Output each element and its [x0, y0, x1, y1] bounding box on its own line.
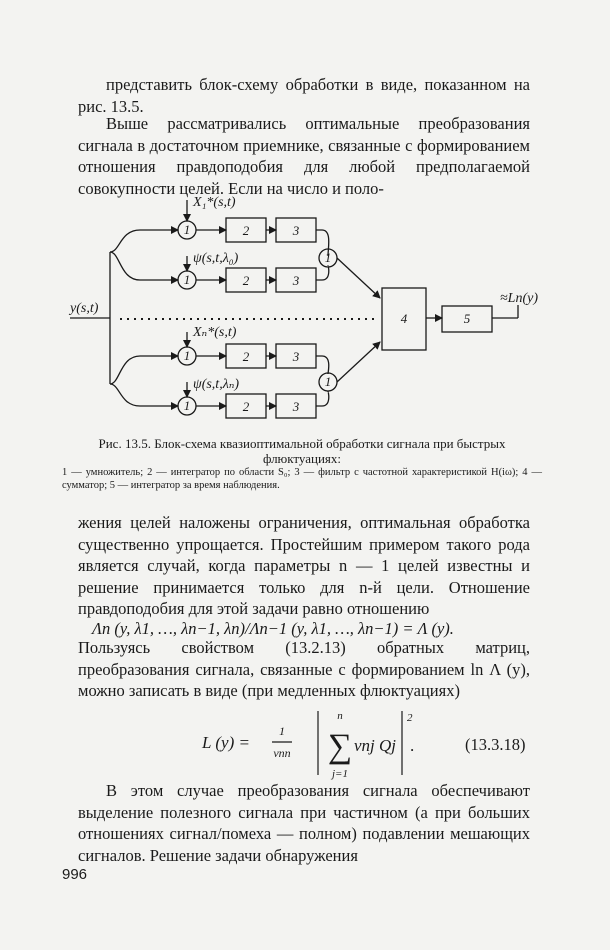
paragraph-3: жения целей наложены ограничения, оптимальная обработка существенно упрощается. Простейшим примером такого рода является случай, когда параметры n — 1 целей известны и решение принимается только для n-й цели. Отношение правдоподобия для этой задачи равно отношению	[78, 513, 530, 618]
num-2a: 2	[242, 223, 250, 238]
paragraph-4: Пользуясь свойством (13.2.13) обратных матриц, преобразования сигнала, связанные с формированием ln Λ (y), можно записать в виде (при медленных флюктуациях)	[78, 638, 530, 700]
num-1c: 1	[183, 348, 191, 363]
num-3c: 3	[292, 349, 300, 364]
num-2d: 2	[242, 399, 250, 414]
frac-denominator: vnn	[273, 746, 291, 760]
page-number: 996	[62, 866, 88, 883]
num-3d: 3	[292, 399, 300, 414]
sum-lower-limit: j=1	[332, 768, 348, 780]
sum-upper-limit: n	[337, 710, 343, 722]
paragraph-2: Выше рассматривались оптимальные преобразования сигнала в достаточном приемнике, связанные с формированием отношения правдоподобия для любой предполагаемой совокупности целей. Если на число и поло-	[78, 114, 530, 198]
num-2b: 2	[242, 273, 250, 288]
num-1b: 1	[183, 272, 191, 287]
ref-label-1: X₁*(s,t)	[193, 195, 236, 210]
num-5: 5	[463, 311, 471, 326]
ref-label-2: ψ(s,t,λ₀)	[193, 251, 239, 266]
num-1a: 1	[183, 222, 191, 237]
paragraph-1: представить блок-схему обработки в виде, показанном на рис. 13.5.	[78, 75, 530, 116]
num-1e: 1	[324, 250, 332, 265]
figure-legend: 1 — умножитель; 2 — интегратор по области S₀; 3 — фильтр с частотной характеристикой H(iω); 4 — сумматор; 5 — интегратор за время наблюдения.	[62, 467, 542, 491]
num-1d: 1	[183, 398, 191, 413]
output-label: ≈Ln(y)	[500, 291, 539, 306]
num-1f: 1	[324, 374, 332, 389]
formula-lhs: L (y) =	[202, 733, 250, 752]
sigma-sign: ∑	[327, 728, 353, 765]
input-label: y(s,t)	[70, 301, 99, 316]
num-2c: 2	[242, 349, 250, 364]
formula-13-3-18	[200, 705, 440, 780]
formula-period: .	[410, 736, 415, 755]
num-4: 4	[400, 311, 408, 326]
frac-numerator: 1	[279, 724, 285, 738]
power: 2	[407, 712, 413, 724]
equation-number: (13.3.18)	[465, 735, 526, 754]
paragraph-5: В этом случае преобразования сигнала обеспечивают выделение полезного сигнала при частичном (а при больших отношениях сигнал/помеха — полном) подавлении мешающих сигналов. Решение задачи обнаружения	[78, 781, 530, 865]
ref-label-4: ψ(s,t,λₙ)	[193, 377, 240, 392]
figure-caption: Рис. 13.5. Блок-схема квазиоптимальной обработки сигнала при быстрых флюктуациях:	[98, 436, 506, 466]
ref-label-3: Xₙ*(s,t)	[193, 325, 237, 340]
formula-likelihood-ratio: Λn (y, λ1, …, λn−1, λn)/Λn−1 (y, λ1, …, λn−1) = Λ (y).	[92, 619, 454, 638]
num-3b: 3	[292, 273, 300, 288]
block-diagram	[60, 190, 540, 430]
num-3a: 3	[292, 223, 300, 238]
summand: vnj Qj	[354, 736, 397, 755]
